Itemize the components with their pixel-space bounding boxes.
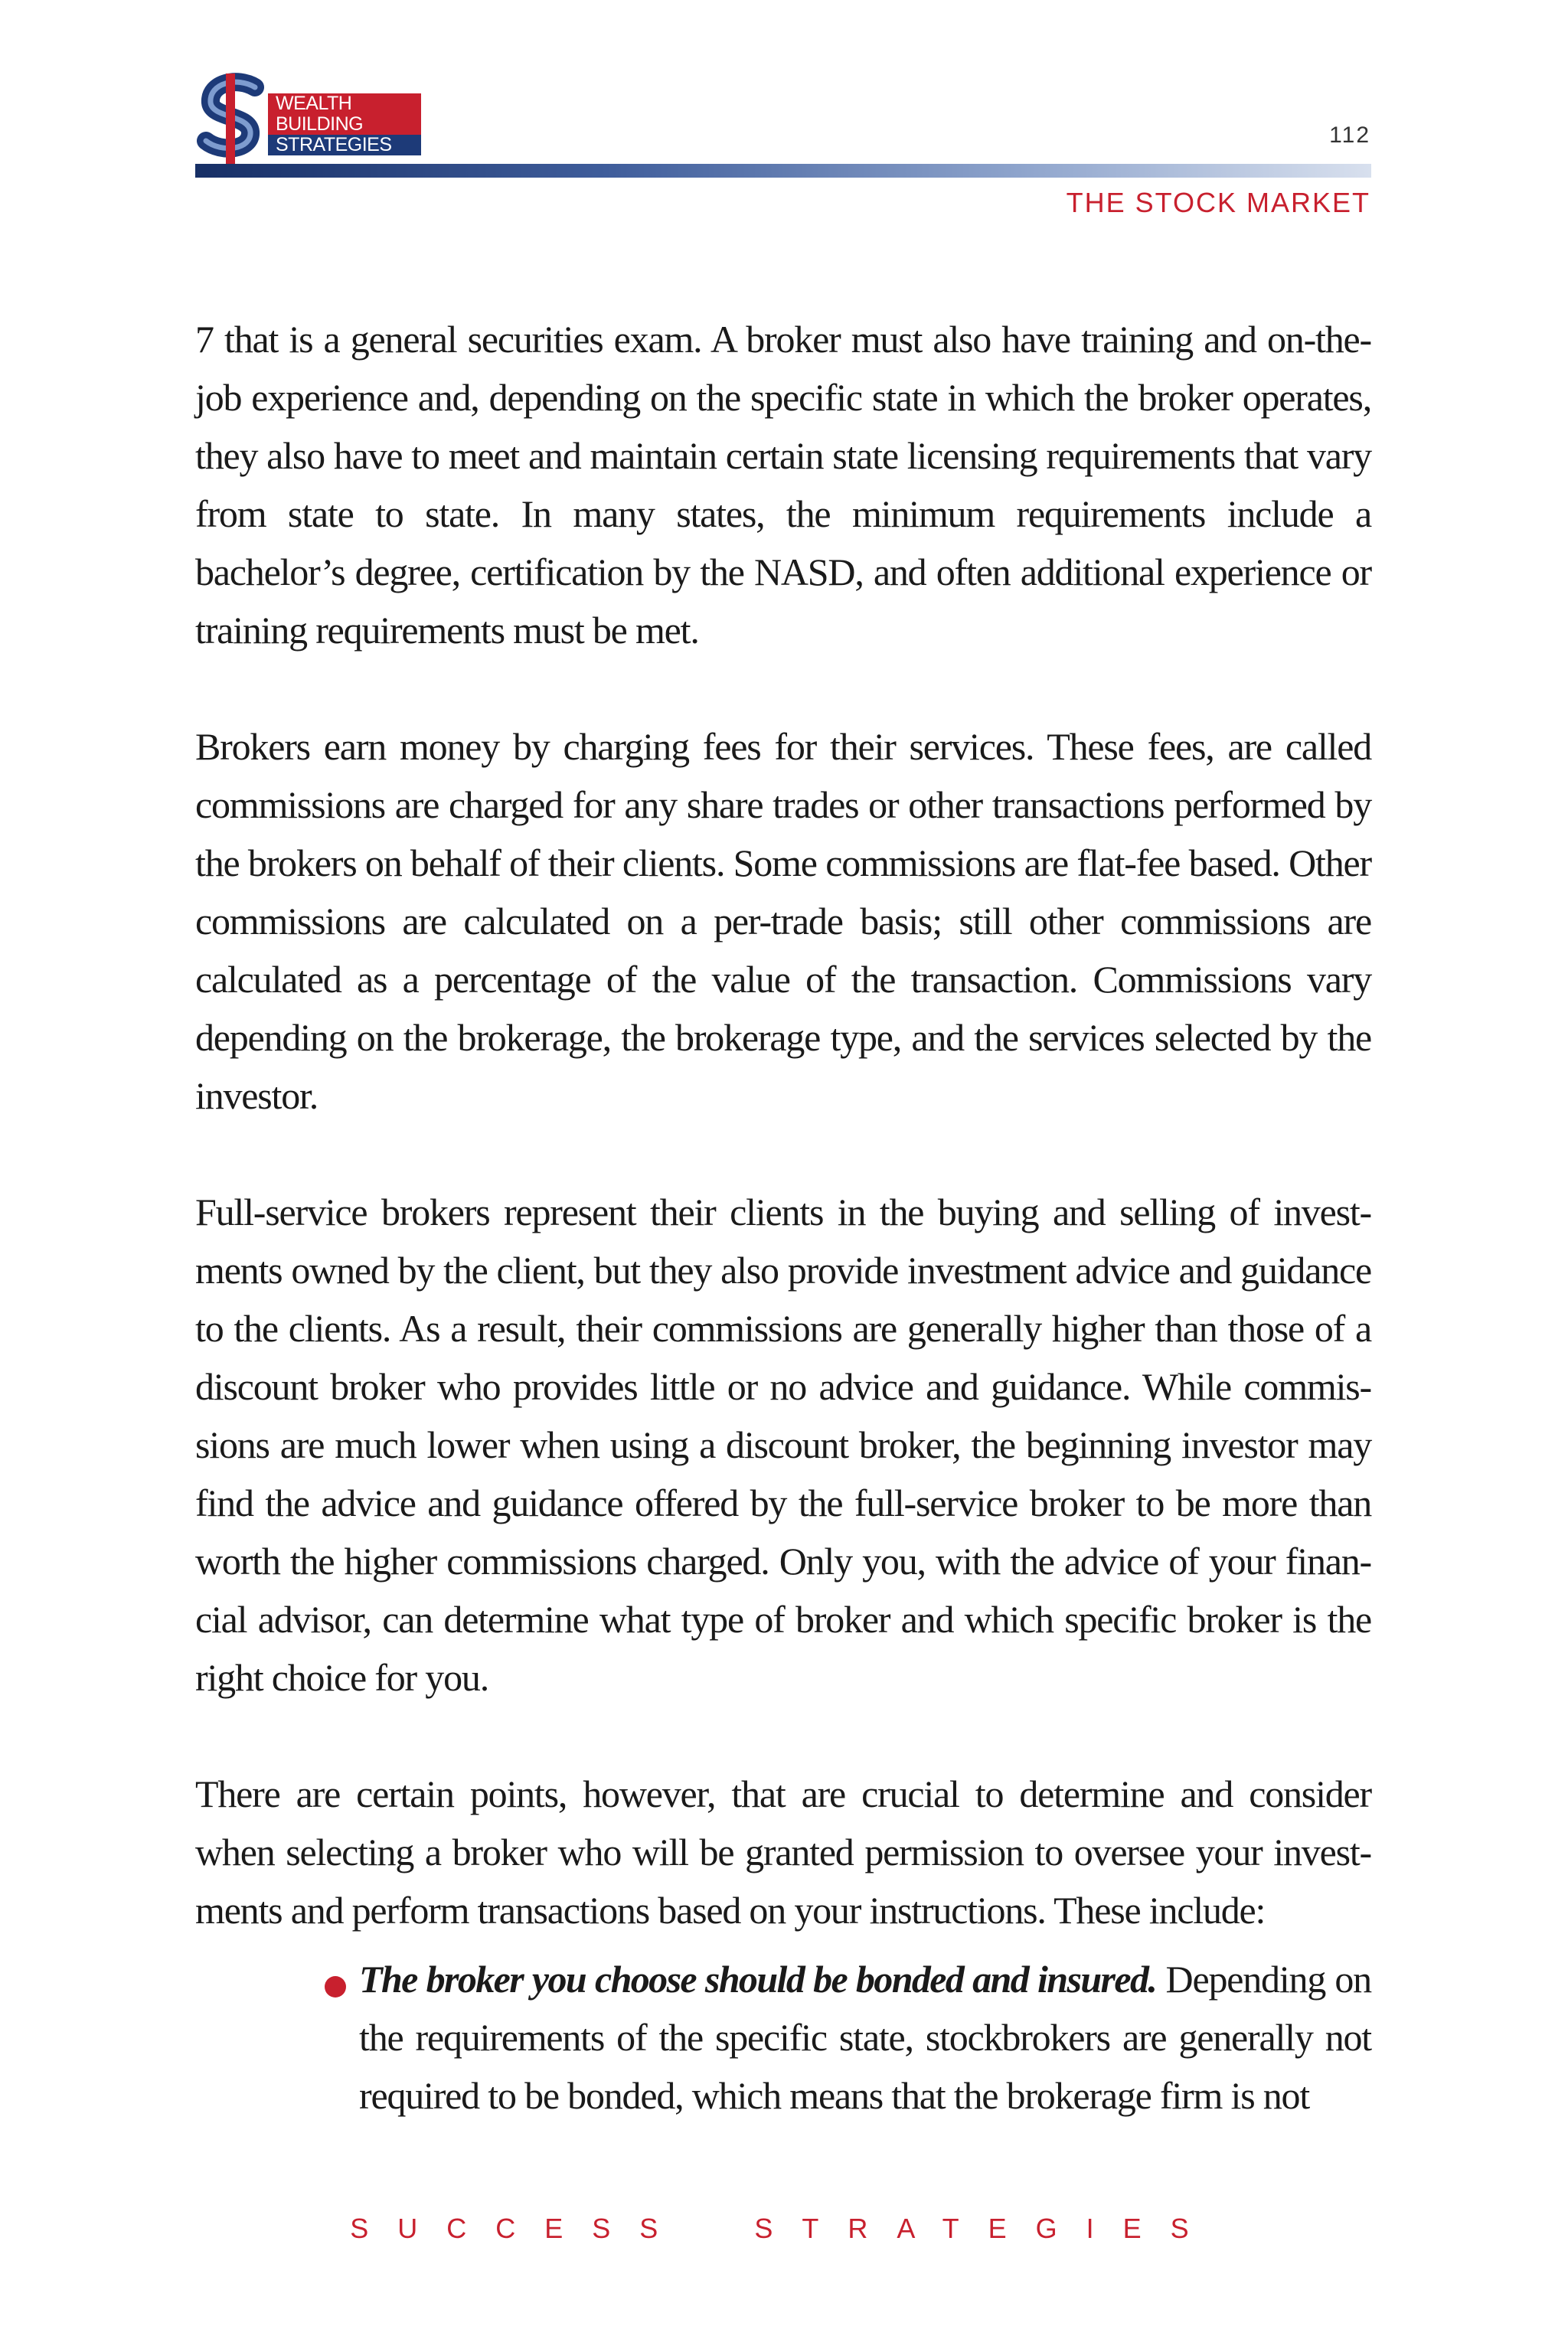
logo-wordmark — [268, 93, 421, 155]
footer-title: SUCCESS STRATEGIES — [350, 2213, 1218, 2244]
paragraph-4: There are certain points, however, that are crucial to determine and consider when selecting a broker who will be granted permission to oversee your invest-ments and perform transactions based on your instructions. These include: — [195, 1772, 1371, 1932]
body-text — [195, 310, 1371, 2125]
bullet-dot-icon — [325, 1976, 346, 1998]
wealth-building-strategies-logo — [195, 70, 425, 170]
bullet-body: Depending on the requirements of the specific state, stockbrokers are generally not required to be bonded, which means that the brokerage firm is not — [359, 1958, 1371, 2117]
bullet-item — [359, 1950, 1371, 2125]
section-title: THE STOCK MARKET — [1066, 187, 1370, 218]
logo-line-wealth-building: WEALTH BUILDING — [268, 93, 421, 135]
logo-line-strategies: STRATEGIES — [268, 135, 421, 155]
paragraph-1: 7 that is a general securities exam. A broker must also have training and on-the-job experience and, depending on the specific state in which the broker operates, they also have to meet and maintain certain state licensing requirements that vary from state to state. In many states, the minimum requirements include a bachelor’s degree, certification by the NASD, and often additional experience or training requirements must be met. — [195, 318, 1371, 652]
paragraph-3: Full-service brokers represent their clients in the buying and selling of invest-ments owned by the client, but they also provide investment advice and guidance to the clients. As a result, their commissions are generally higher than those of a discount broker who provides little or no advice and guidance. While commis-sions are much lower when using a discount broker, the beginning investor may find the advice and guidance offered by the full-service broker to be more than worth the higher commissions charged. Only you, with the advice of your finan-cial advisor, can determine what type of broker and which specific broker is the right choice for you. — [195, 1191, 1371, 1699]
bullet-text — [359, 1950, 1371, 2125]
bullet-lead: The broker you choose should be bonded and insured. — [359, 1958, 1157, 2001]
header-gradient-rule — [195, 164, 1371, 178]
paragraph-2: Brokers earn money by charging fees for their services. These fees, are called commissions are charged for any share trades or other transactions performed by the brokers on behalf of their clients. Some commissions are flat-fee based. Other commissions are calculated on a per-trade basis; still other commissions are calculated as a percentage of the value of the transaction. Commissions vary depending on the brokerage, the brokerage type, and the services selected by the investor. — [195, 725, 1371, 1117]
page-number: 112 — [1329, 122, 1370, 148]
